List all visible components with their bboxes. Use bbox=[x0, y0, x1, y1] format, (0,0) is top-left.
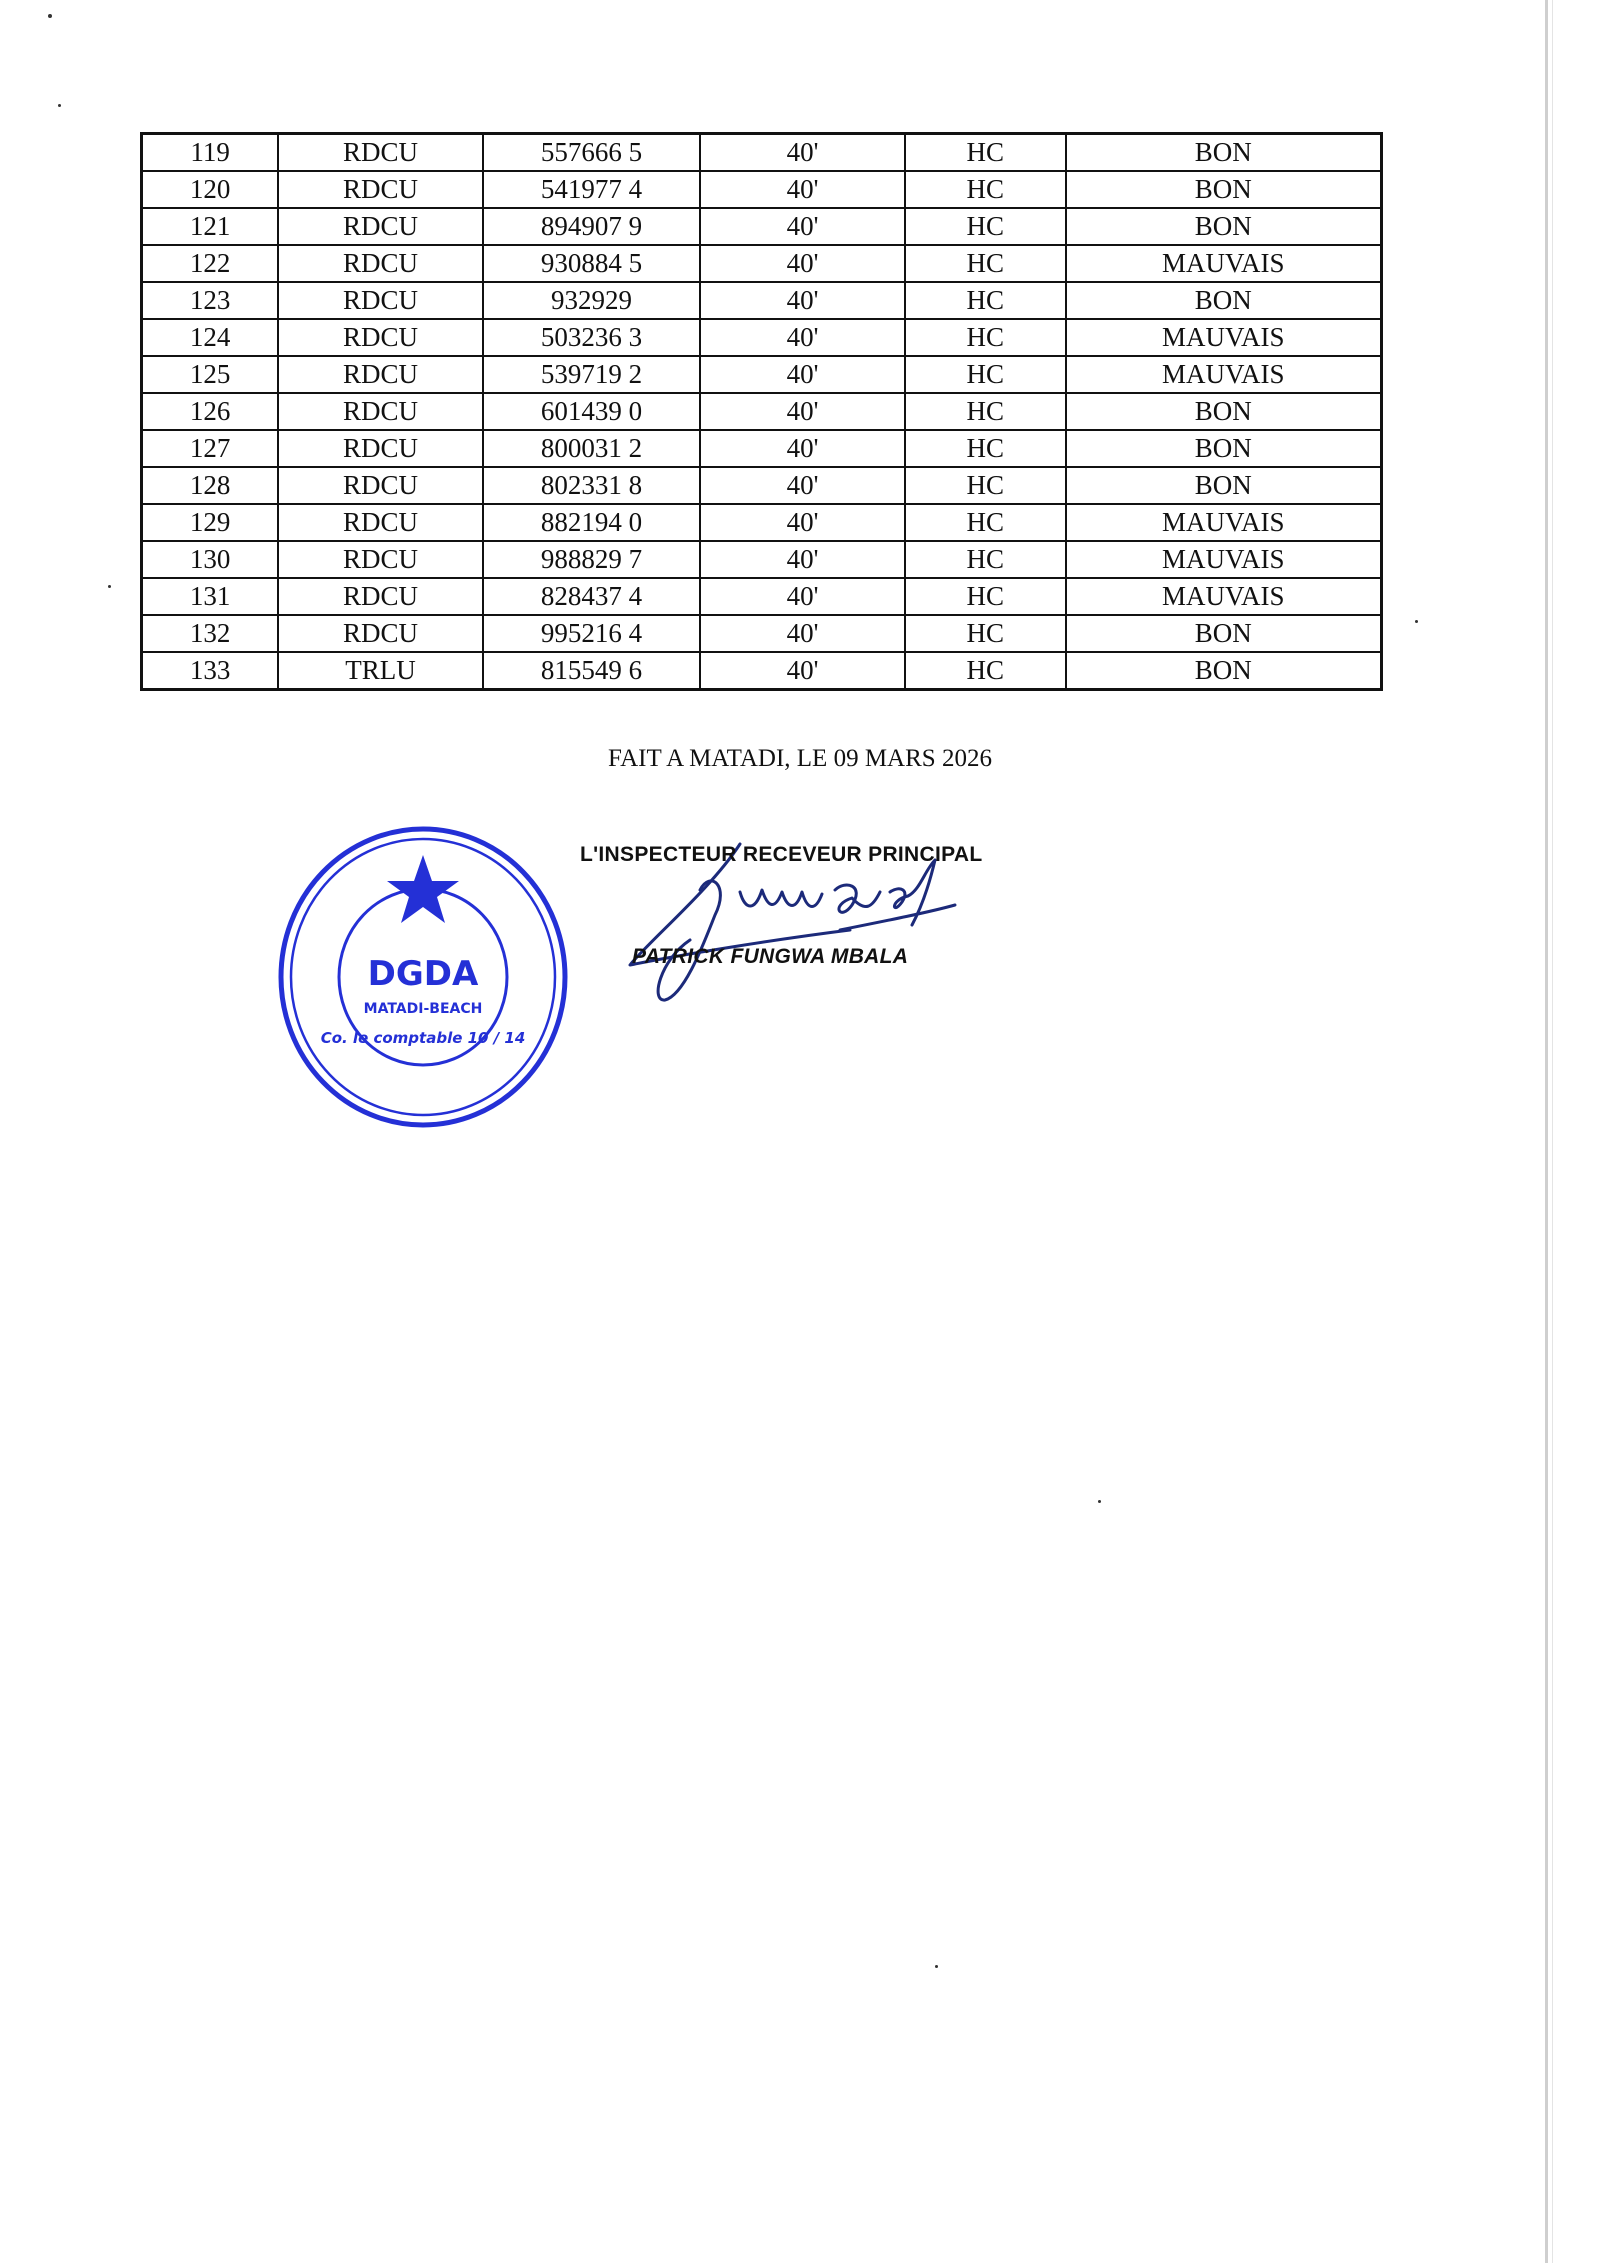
container-size-cell: 40' bbox=[700, 430, 905, 467]
row-number-cell: 123 bbox=[142, 282, 279, 319]
table-row bbox=[142, 467, 1382, 504]
container-number-cell: 930884 5 bbox=[483, 245, 700, 282]
table-row bbox=[142, 319, 1382, 356]
table-row bbox=[142, 171, 1382, 208]
table-row bbox=[142, 578, 1382, 615]
stamp-sub-text: MATADI-BEACH bbox=[363, 1001, 483, 1017]
container-prefix-cell: RDCU bbox=[278, 430, 483, 467]
container-number-cell: 503236 3 bbox=[483, 319, 700, 356]
container-size-cell: 40' bbox=[700, 393, 905, 430]
table-row bbox=[142, 504, 1382, 541]
container-prefix-cell: RDCU bbox=[278, 615, 483, 652]
table-row bbox=[142, 615, 1382, 652]
table-row bbox=[142, 245, 1382, 282]
container-type-cell: HC bbox=[905, 319, 1066, 356]
container-prefix-cell: RDCU bbox=[278, 467, 483, 504]
table-row bbox=[142, 652, 1382, 690]
container-type-cell: HC bbox=[905, 393, 1066, 430]
container-number-cell: 828437 4 bbox=[483, 578, 700, 615]
container-condition-cell: BON bbox=[1066, 393, 1382, 430]
row-number-cell: 127 bbox=[142, 430, 279, 467]
container-type-cell: HC bbox=[905, 578, 1066, 615]
scan-page-edge-shadow bbox=[1552, 0, 1553, 2263]
row-number-cell: 132 bbox=[142, 615, 279, 652]
container-type-cell: HC bbox=[905, 504, 1066, 541]
container-prefix-cell: RDCU bbox=[278, 282, 483, 319]
container-size-cell: 40' bbox=[700, 356, 905, 393]
container-type-cell: HC bbox=[905, 356, 1066, 393]
container-condition-cell: MAUVAIS bbox=[1066, 504, 1382, 541]
container-type-cell: HC bbox=[905, 467, 1066, 504]
container-number-cell: 882194 0 bbox=[483, 504, 700, 541]
dgda-official-stamp bbox=[268, 815, 578, 1135]
scan-speck bbox=[1415, 620, 1418, 623]
row-number-cell: 126 bbox=[142, 393, 279, 430]
row-number-cell: 121 bbox=[142, 208, 279, 245]
container-type-cell: HC bbox=[905, 134, 1066, 172]
container-prefix-cell: RDCU bbox=[278, 208, 483, 245]
container-condition-cell: MAUVAIS bbox=[1066, 578, 1382, 615]
container-type-cell: HC bbox=[905, 208, 1066, 245]
container-number-cell: 539719 2 bbox=[483, 356, 700, 393]
container-prefix-cell: RDCU bbox=[278, 245, 483, 282]
row-number-cell: 119 bbox=[142, 134, 279, 172]
scan-speck bbox=[108, 585, 111, 588]
container-condition-cell: BON bbox=[1066, 430, 1382, 467]
scan-speck bbox=[58, 104, 61, 107]
container-number-cell: 815549 6 bbox=[483, 652, 700, 690]
container-size-cell: 40' bbox=[700, 652, 905, 690]
stamp-bottom-text: Co. le comptable 10 / 14 bbox=[320, 1029, 526, 1047]
container-type-cell: HC bbox=[905, 615, 1066, 652]
container-condition-cell: BON bbox=[1066, 615, 1382, 652]
container-condition-cell: MAUVAIS bbox=[1066, 319, 1382, 356]
container-type-cell: HC bbox=[905, 282, 1066, 319]
container-number-cell: 802331 8 bbox=[483, 467, 700, 504]
container-size-cell: 40' bbox=[700, 615, 905, 652]
container-condition-cell: MAUVAIS bbox=[1066, 541, 1382, 578]
container-size-cell: 40' bbox=[700, 245, 905, 282]
container-prefix-cell: RDCU bbox=[278, 578, 483, 615]
container-size-cell: 40' bbox=[700, 504, 905, 541]
row-number-cell: 120 bbox=[142, 171, 279, 208]
container-number-cell: 541977 4 bbox=[483, 171, 700, 208]
container-prefix-cell: RDCU bbox=[278, 356, 483, 393]
table-row bbox=[142, 541, 1382, 578]
row-number-cell: 124 bbox=[142, 319, 279, 356]
row-number-cell: 133 bbox=[142, 652, 279, 690]
container-table-body bbox=[142, 134, 1382, 690]
container-number-cell: 800031 2 bbox=[483, 430, 700, 467]
row-number-cell: 130 bbox=[142, 541, 279, 578]
container-prefix-cell: RDCU bbox=[278, 393, 483, 430]
container-size-cell: 40' bbox=[700, 578, 905, 615]
stamp-center-text: DGDA bbox=[367, 954, 479, 994]
row-number-cell: 131 bbox=[142, 578, 279, 615]
scan-speck bbox=[1098, 1500, 1101, 1503]
container-prefix-cell: RDCU bbox=[278, 171, 483, 208]
container-condition-cell: BON bbox=[1066, 467, 1382, 504]
container-prefix-cell: RDCU bbox=[278, 319, 483, 356]
container-type-cell: HC bbox=[905, 171, 1066, 208]
container-number-cell: 988829 7 bbox=[483, 541, 700, 578]
container-number-cell: 995216 4 bbox=[483, 615, 700, 652]
container-condition-cell: BON bbox=[1066, 282, 1382, 319]
container-number-cell: 557666 5 bbox=[483, 134, 700, 172]
row-number-cell: 122 bbox=[142, 245, 279, 282]
container-number-cell: 601439 0 bbox=[483, 393, 700, 430]
container-condition-cell: BON bbox=[1066, 171, 1382, 208]
container-prefix-cell: TRLU bbox=[278, 652, 483, 690]
container-type-cell: HC bbox=[905, 652, 1066, 690]
scan-speck bbox=[48, 14, 52, 18]
container-type-cell: HC bbox=[905, 245, 1066, 282]
container-size-cell: 40' bbox=[700, 467, 905, 504]
container-type-cell: HC bbox=[905, 430, 1066, 467]
table-row bbox=[142, 430, 1382, 467]
container-size-cell: 40' bbox=[700, 171, 905, 208]
container-type-cell: HC bbox=[905, 541, 1066, 578]
container-condition-cell: MAUVAIS bbox=[1066, 356, 1382, 393]
row-number-cell: 128 bbox=[142, 467, 279, 504]
row-number-cell: 129 bbox=[142, 504, 279, 541]
container-size-cell: 40' bbox=[700, 134, 905, 172]
container-size-cell: 40' bbox=[700, 208, 905, 245]
container-size-cell: 40' bbox=[700, 282, 905, 319]
table-row bbox=[142, 134, 1382, 172]
container-condition-cell: BON bbox=[1066, 134, 1382, 172]
place-date-line: FAIT A MATADI, LE 09 MARS 2026 bbox=[608, 745, 992, 772]
signatory-title: L'INSPECTEUR RECEVEUR PRINCIPAL bbox=[580, 843, 983, 866]
row-number-cell: 125 bbox=[142, 356, 279, 393]
container-number-cell: 894907 9 bbox=[483, 208, 700, 245]
container-condition-cell: BON bbox=[1066, 652, 1382, 690]
table-row bbox=[142, 208, 1382, 245]
container-table bbox=[140, 132, 1383, 691]
container-number-cell: 932929 bbox=[483, 282, 700, 319]
table-row bbox=[142, 282, 1382, 319]
scan-speck bbox=[935, 1965, 938, 1968]
container-size-cell: 40' bbox=[700, 541, 905, 578]
container-size-cell: 40' bbox=[700, 319, 905, 356]
scan-page-edge bbox=[1545, 0, 1548, 2263]
container-prefix-cell: RDCU bbox=[278, 134, 483, 172]
signatory-name: PATRICK FUNGWA MBALA bbox=[632, 945, 909, 968]
container-prefix-cell: RDCU bbox=[278, 504, 483, 541]
container-prefix-cell: RDCU bbox=[278, 541, 483, 578]
table-row bbox=[142, 356, 1382, 393]
table-row bbox=[142, 393, 1382, 430]
container-condition-cell: BON bbox=[1066, 208, 1382, 245]
container-condition-cell: MAUVAIS bbox=[1066, 245, 1382, 282]
